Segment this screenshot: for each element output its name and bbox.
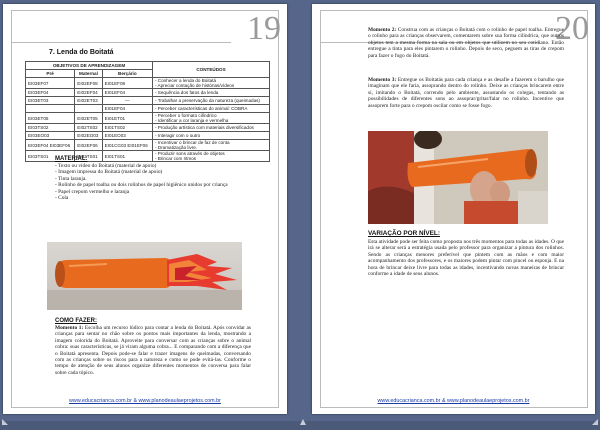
variation-text: Esta atividade pode ser feita como proposta nos três momentos para todas as idades. O que irá se alterar será a estratégia usada pelo professor para organizar a pintura dos rolinhos. Sendo as crianças menores preferível que pintem com as mãos e com maior acompanhamento dos professores, e os maiores podem pintar com pincel ou esponja. E na hora de brincar deixe livre para todas as idades, incentivando novas maneiras de brincar conforme a idade de seus alunos. (368, 239, 564, 278)
table-cell: EI01EF04 (102, 89, 152, 97)
table-cell: EI02EF06 (75, 140, 102, 151)
list-item: - Cola (55, 195, 69, 202)
moment-label: Momento 2: (368, 27, 397, 33)
table-cell: - Interagir com o outro (153, 132, 270, 140)
table-row (26, 97, 270, 105)
table-cell (75, 105, 102, 113)
scroll-middle-icon[interactable] (300, 412, 306, 418)
col-header-bercario: Berçário (102, 70, 152, 78)
table-row (26, 124, 270, 132)
material-list (55, 163, 255, 201)
moment-3-text (368, 77, 564, 109)
table-row (26, 113, 270, 124)
children-playing-photo (368, 131, 548, 224)
table-cell: - Trabalhar a preservação da natureza (queimadas) (153, 97, 270, 105)
table-cell: EI03ET03 (26, 97, 75, 105)
table-cell: EI03EF04 EI03EF06 (26, 140, 75, 151)
list-item: - Papel crepom vermelho e laranja (55, 188, 130, 195)
moment-label: Momento 3: (368, 77, 397, 83)
boitata-roll-photo (47, 242, 242, 310)
table-cell: — (102, 97, 152, 105)
table-cell: - Perceber características do animal: COBRA (153, 105, 270, 113)
moment-text: Escolha um recurso lúdico para contar a lenda do Boitatá. Após convidar as crianças para sentar no chão sobre os pontos mais importantes da lenda, mostrando a imagem colorida do Boitatá. Aproveite para conversar com as crianças sobre o animal cobra: suas características, se já viram alguma cobra... E comparando com a diferença que o Boitatá apresenta. Depois pode-se falar e trazer imagens de queimadas, conversando com as crianças sobre os riscos para a natureza e como se pode evitá-las. Conforme o tempo de atenção de seus alunos organize diferentes momentos de conversa para falar sobre cada tópico. (55, 325, 251, 376)
material-heading: MATERIAL: (55, 156, 88, 162)
table-cell: EI03EF04 (26, 89, 75, 97)
moment-2-text (368, 27, 564, 59)
header-rule (11, 42, 231, 43)
table-cell: EI01CG03 EI01EF06 (102, 140, 152, 151)
scroll-left-icon[interactable] (2, 412, 8, 418)
moment-text: Construa com as crianças o Boitatá com o rolinho de papel toalha. Entregue o rolinho para as crianças observarem, comentarem sobre sua forma cilíndrica, que outros objetos tem a mesma forma na sala ou em objetos que utilizem no seu cotidiano. Então entregue a tinta para eles pintarem o rolinho. Depois de seco, peguem as tiras de crepom para fazer o fogo do Boitatá. (368, 27, 564, 59)
page-number: 20 (555, 10, 589, 47)
list-item: - Tinta laranja. (55, 175, 87, 182)
page-19 (3, 4, 287, 414)
table-cell: - Sequência dos fatos da lenda (153, 89, 270, 97)
table-cell: EI01ET01 (102, 113, 152, 124)
footer-link[interactable]: www.educacrianca.com.br & www.planodeaulaeprojetos.com.br (377, 398, 530, 404)
how-to-heading: COMO FAZER: (55, 318, 97, 324)
table-cell: EI02ET03 (75, 97, 102, 105)
table-cell: EI03ET05 (26, 113, 75, 124)
table-cell: EI01EF08 (102, 78, 152, 89)
table-cell: - Produzir sons através de objetos - Brincar com ritmos (153, 151, 270, 162)
table-cell: EI03TS01 (26, 151, 75, 162)
moment-text: Entregue os Boitatás para cada criança e as desafie a fazerem o barulho que imaginam que ele faria, assoprando dentro do rolinho. Deixe as crianças brincarem entre si, imitando o Boitatá, correndo pelo ambiente, assustando os colegas, tentando as possibilidades de diferentes sons ao assoprar/gritar/falar no rolinho. Incentive que assoprem forte para o crepom oscilar como se fosse fogo. (368, 77, 564, 109)
col-header-pre: Pré (26, 70, 75, 78)
objectives-table (25, 61, 270, 162)
section-title: 7. Lenda do Boitatá (49, 49, 114, 56)
table-cell: EI01EF04 (102, 105, 152, 113)
variation-heading: VARIAÇÃO POR NÍVEL: (368, 230, 440, 237)
objectives-header: OBJETIVOS DE APRENDIZAGEM (26, 62, 153, 70)
table-cell: EI02EF08 (75, 78, 102, 89)
table-cell (26, 105, 75, 113)
content-header: CONTEÚDOS (153, 62, 270, 78)
table-cell: - Produção artística com materiais diversificados (153, 124, 270, 132)
scroll-right-icon[interactable] (592, 412, 598, 418)
table-cell: - Perceber o formato cilíndrico - Identificar a cor laranja e vermelha (153, 113, 270, 124)
boitata-roll-image (47, 242, 242, 310)
table-cell: EI01TS01 (102, 151, 152, 162)
table-cell: EI03EO03 (26, 132, 75, 140)
table-cell: EI02EF04 (75, 89, 102, 97)
children-image (368, 131, 548, 224)
col-header-maternal: Maternal (75, 70, 102, 78)
table-cell: EI02TS02 (75, 124, 102, 132)
list-item: - Imagem impressa do Boitatá (material de apoio) (55, 169, 163, 176)
footer-link[interactable]: www.educacrianca.com.br & www.planodeaulaeprojetos.com.br (69, 398, 221, 404)
list-item: - Rolinho de papel toalha ou dois rolinhos de papel higiênico unidos por criança (55, 182, 228, 189)
list-item: - Texto ou vídeo do Boitatá (material de apoio) (55, 163, 157, 169)
table-row (26, 105, 270, 113)
table-cell: EI03TS02 (26, 124, 75, 132)
table-row (26, 78, 270, 89)
table-cell: EI03EF07 (26, 78, 75, 89)
how-to-text (55, 325, 251, 376)
table-row (26, 89, 270, 97)
table-cell: EI01EO03 (102, 132, 152, 140)
moment-label: Momento 1: (55, 325, 84, 331)
table-row (26, 132, 270, 140)
page-number: 19 (247, 10, 281, 47)
page-20 (312, 4, 595, 414)
table-cell: EI01TS02 (102, 124, 152, 132)
table-cell: EI02ET05 (75, 113, 102, 124)
table-cell: EI02EO03 (75, 132, 102, 140)
table-row (26, 140, 270, 151)
table-cell: EI02TS01 (75, 151, 102, 162)
table-cell: - Conhecer a lenda do Boitatá - Apreciar contação de histórias/vídeos (153, 78, 270, 89)
table-cell: - Incentivar o brincar de faz de conta - Dramatização livre. (153, 140, 270, 151)
